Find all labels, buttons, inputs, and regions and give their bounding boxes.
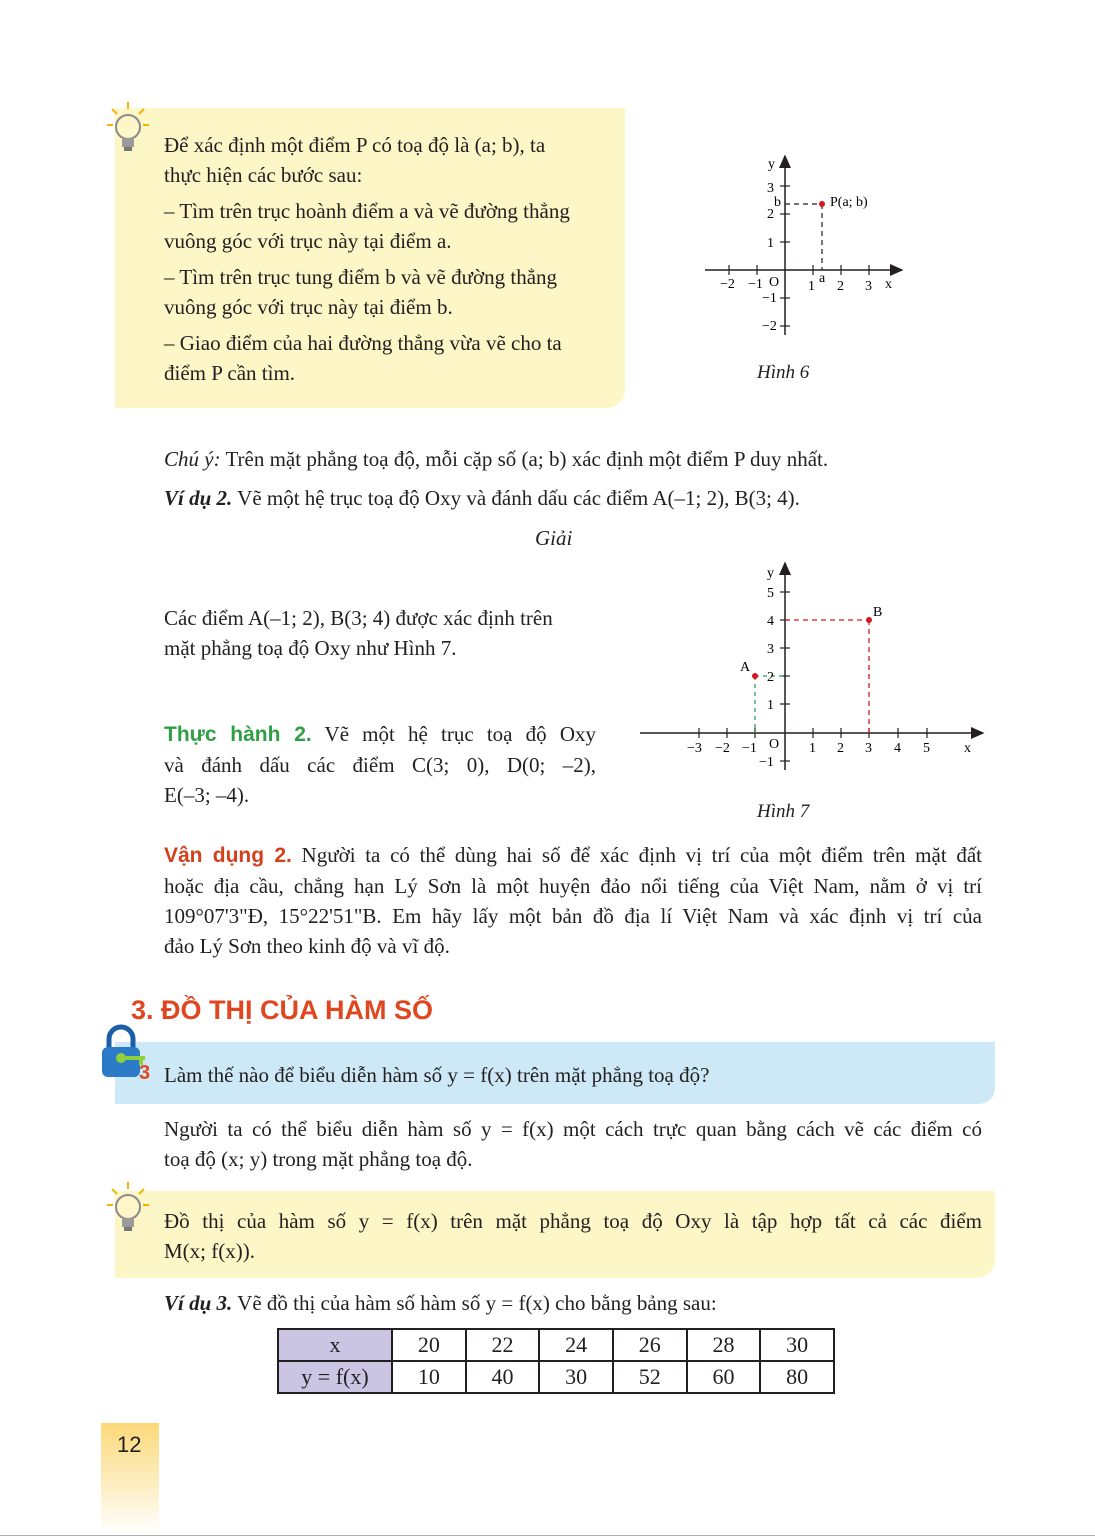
- apply-2: [164, 840, 982, 961]
- answer-line: Người ta có thể biểu diễn hàm số y = f(x) một cách trực quan bằng cách vẽ các điểm có: [164, 1117, 982, 1141]
- tick-label: 1: [767, 698, 774, 713]
- tick-label: −2: [720, 277, 735, 292]
- tick-label: 2: [767, 207, 774, 222]
- solution-line: Các điểm A(–1; 2), B(3; 4) được xác định trên: [164, 606, 553, 630]
- box1-line: vuông góc với trục này tại điểm a.: [164, 229, 452, 253]
- example-3-text: Vẽ đồ thị của hàm số hàm số y = f(x) cho bằng bảng sau:: [232, 1291, 717, 1315]
- section-3-title: 3. ĐỒ THỊ CỦA HÀM SỐ: [131, 995, 434, 1025]
- table-cell: 10: [392, 1361, 466, 1393]
- tick-label: 5: [923, 741, 930, 756]
- apply-2-line: 109°07'3"Đ, 15°22'51"B. Em hãy lấy một bản đồ địa lí Việt Nam và xác định vị trí của: [164, 904, 982, 928]
- note-paragraph: [164, 444, 994, 474]
- figure-7-caption: Hình 7: [757, 801, 810, 822]
- box1-line: thực hiện các bước sau:: [164, 163, 363, 187]
- table-header-cell: y = f(x): [278, 1361, 392, 1393]
- tick-label: 4: [894, 741, 901, 756]
- footer-rule: [0, 1535, 1095, 1536]
- figure-6-coordinate-plane: [690, 150, 920, 350]
- lightbulb-icon: [105, 1180, 151, 1240]
- table-cell: 26: [613, 1329, 687, 1361]
- figure-6-caption: Hình 6: [757, 362, 810, 383]
- tick-label: 3: [767, 642, 774, 657]
- point-a: [752, 673, 758, 679]
- apply-2-line: hoặc địa cầu, chẳng hạn Lý Sơn là một huyện đảo nổi tiếng của Việt Nam, nằm ở vị trí: [164, 874, 982, 898]
- answer-line: toạ độ (x; y) trong mặt phẳng toạ độ.: [164, 1147, 473, 1171]
- box1-line: – Tìm trên trục tung điểm b và vẽ đường thẳng: [164, 265, 558, 289]
- solution-line: mặt phẳng toạ độ Oxy như Hình 7.: [164, 636, 457, 660]
- tick-label: 4: [767, 614, 774, 629]
- origin-label: O: [769, 737, 780, 752]
- note-label: Chú ý:: [164, 447, 221, 471]
- table-cell: 24: [539, 1329, 613, 1361]
- axis-label-x: x: [885, 277, 892, 292]
- tick-label: 2: [767, 670, 774, 685]
- example-2-text: Vẽ một hệ trục toạ độ Oxy và đánh dấu các điểm A(–1; 2), B(3; 4).: [232, 486, 800, 510]
- definition-line: Đồ thị của hàm số y = f(x) trên mặt phẳng toạ độ Oxy là tập hợp tất cả các điểm: [164, 1209, 982, 1233]
- practice-2: [164, 719, 596, 810]
- tick-label: 2: [837, 279, 844, 294]
- table-cell: 80: [760, 1361, 834, 1393]
- page-number: 12: [117, 1432, 142, 1457]
- table-cell: 28: [687, 1329, 761, 1361]
- practice-2-label: Thực hành 2.: [164, 723, 312, 746]
- lightbulb-icon: [105, 100, 151, 160]
- question-text: Làm thế nào để biểu diễn hàm số y = f(x) trên mặt phẳng toạ độ?: [164, 1063, 710, 1087]
- table-cell: 22: [466, 1329, 540, 1361]
- label-p: P(a; b): [830, 195, 868, 210]
- table-cell: 30: [539, 1361, 613, 1393]
- point-p: [819, 201, 825, 207]
- table-cell: 20: [392, 1329, 466, 1361]
- axis-label-y: y: [767, 566, 774, 581]
- practice-2-text: Vẽ một hệ trục toạ độ Oxy: [311, 722, 596, 746]
- tick-label: −2: [762, 319, 777, 334]
- box1-line: Để xác định một điểm P có toạ độ là (a; b), ta: [164, 133, 546, 157]
- tick-label: −1: [762, 291, 777, 306]
- tick-label: −1: [748, 277, 763, 292]
- axis-label-x: x: [964, 741, 971, 756]
- apply-2-line: đảo Lý Sơn theo kinh độ và vĩ độ.: [164, 934, 450, 958]
- definition-graph-text: [164, 1206, 982, 1266]
- tick-label: 5: [767, 586, 774, 601]
- table-cell: 30: [760, 1329, 834, 1361]
- table-cell: 60: [687, 1361, 761, 1393]
- label-b: b: [774, 195, 781, 210]
- apply-2-label: Vận dụng 2.: [164, 844, 292, 867]
- table-cell: 52: [613, 1361, 687, 1393]
- answer-paragraph: [164, 1114, 982, 1174]
- label-point-b: B: [873, 605, 883, 620]
- example-3-statement: [164, 1288, 994, 1318]
- table-row: [278, 1329, 834, 1361]
- example-2-solution: [164, 603, 624, 663]
- definition-line: M(x; f(x)).: [164, 1239, 255, 1263]
- note-text: Trên mặt phẳng toạ độ, mỗi cặp số (a; b) xác định một điểm P duy nhất.: [220, 447, 829, 471]
- origin-label: O: [769, 275, 780, 290]
- question-number: 3: [139, 1062, 151, 1084]
- function-value-table: [277, 1328, 835, 1394]
- tick-label: 1: [809, 741, 816, 756]
- tick-label: −1: [742, 741, 757, 756]
- tick-label: −2: [715, 741, 730, 756]
- tick-label: −3: [687, 741, 702, 756]
- solution-title: Giải: [535, 526, 573, 550]
- example-3-label: Ví dụ 3.: [164, 1291, 233, 1315]
- practice-2-line: và đánh dấu các điểm C(3; 0), D(0; –2),: [164, 753, 596, 777]
- practice-2-line: E(–3; –4).: [164, 783, 250, 807]
- table-cell: 40: [466, 1361, 540, 1393]
- box1-line: điểm P cần tìm.: [164, 361, 296, 385]
- box1-line: – Giao điểm của hai đường thẳng vừa vẽ cho ta: [164, 331, 562, 355]
- table-header-cell: x: [278, 1329, 392, 1361]
- tick-label: 3: [767, 181, 774, 196]
- tick-label: −1: [759, 755, 774, 770]
- label-a: a: [819, 271, 826, 286]
- tick-label: 1: [808, 279, 815, 294]
- example-2-label: Ví dụ 2.: [164, 486, 233, 510]
- tick-label: 3: [865, 741, 872, 756]
- label-point-a: A: [740, 660, 751, 675]
- tick-label: 3: [865, 279, 872, 294]
- point-b: [866, 617, 872, 623]
- tick-label: 1: [767, 236, 774, 251]
- tick-label: 2: [837, 741, 844, 756]
- example-2-statement: [164, 483, 994, 513]
- apply-2-text: Người ta có thể dùng hai số để xác định vị trí của một điểm trên mặt đất: [291, 843, 982, 867]
- table-row: [278, 1361, 834, 1393]
- axis-label-y: y: [768, 157, 775, 172]
- figure-7-coordinate-plane: [635, 555, 995, 800]
- box1-line: vuông góc với trục này tại điểm b.: [164, 295, 453, 319]
- box1-line: – Tìm trên trục hoành điểm a và vẽ đường thẳng: [164, 199, 570, 223]
- box1-text: [164, 130, 614, 388]
